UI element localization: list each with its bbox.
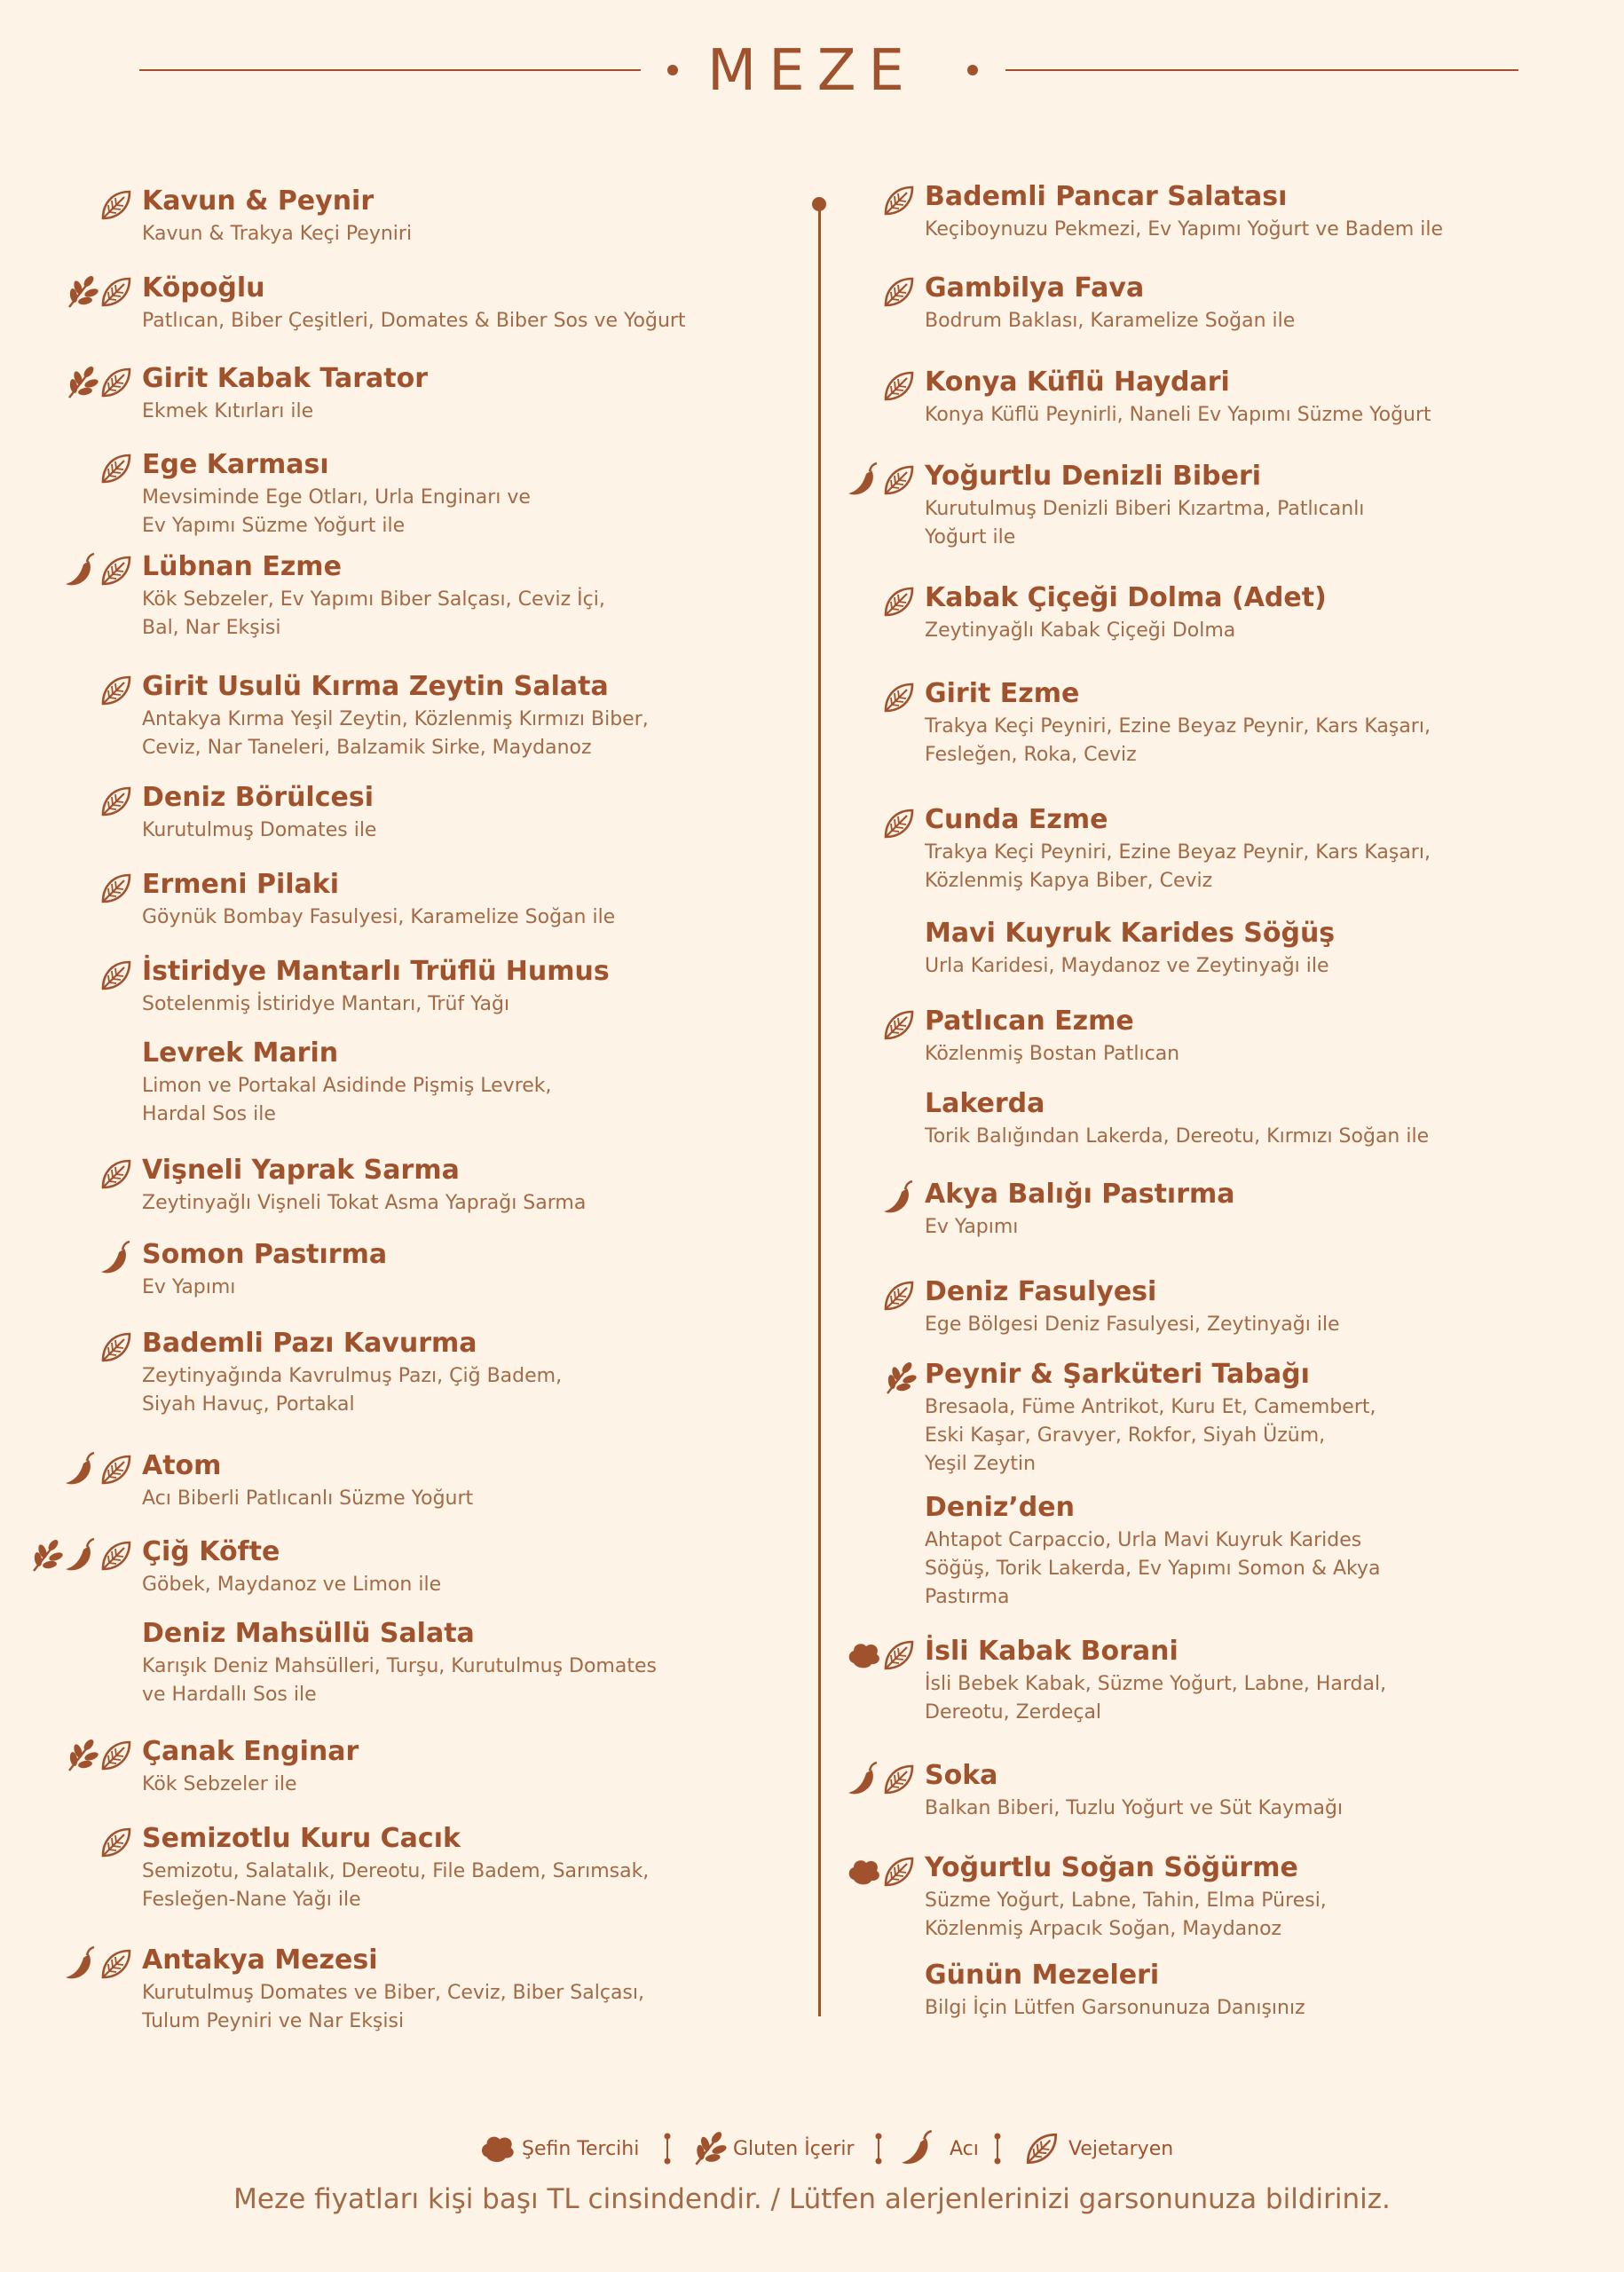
menu-item-name: Günün Mezeleri [925, 1960, 1160, 1991]
menu-item-name: Girit Usulü Kırma Zeytin Salata [142, 671, 609, 702]
menu-item [925, 917, 1599, 981]
menu-item-name: Patlıcan Ezme [925, 1006, 1134, 1037]
menu-item [925, 460, 1599, 552]
menu-item [925, 581, 1599, 645]
legend-chef-label: Şefin Tercihi [522, 2138, 640, 2160]
menu-item [925, 1851, 1599, 1944]
menu-item-description: Ev Yapımı [142, 1276, 236, 1298]
header-dot-right [967, 65, 978, 75]
gluten-icon [880, 1360, 918, 1397]
menu-item-name: Kavun & Peynir [142, 185, 374, 217]
menu-item [925, 1275, 1599, 1339]
legend-separator [664, 2133, 671, 2165]
menu-item-description: Torik Balığından Lakerda, Dereotu, Kırmızı Soğan ile [925, 1125, 1430, 1148]
item-icons [0, 1451, 142, 1490]
legend-separator [875, 2133, 882, 2165]
menu-item-name: Çiğ Köfte [142, 1536, 280, 1567]
menu-item-name: Yoğurtlu Denizli Biberi [925, 461, 1262, 492]
menu-item-name: Girit Kabak Tarator [142, 363, 429, 394]
menu-item-name: Kabak Çiçeği Dolma (Adet) [925, 582, 1327, 613]
menu-item-name: Girit Ezme [925, 678, 1080, 709]
menu-item-description: Balkan Biberi, Tuzlu Yoğurt ve Süt Kaymağı [925, 1797, 1344, 1819]
legend-vegetarian-label: Vejetaryen [1068, 2138, 1174, 2160]
menu-item [925, 272, 1599, 335]
vegetarian-icon [98, 1451, 135, 1488]
menu-item-description: Zeytinyağlı Kabak Çiçeği Dolma [925, 619, 1236, 642]
menu-item-description: Urla Karidesi, Maydanoz ve Zeytinyağı ile [925, 955, 1329, 977]
menu-item-description: Közlenmiş Bostan Patlıcan [925, 1043, 1180, 1065]
menu-item [925, 1087, 1599, 1151]
menu-item-name: Deniz Fasulyesi [925, 1276, 1157, 1307]
menu-item-name: Köpoğlu [142, 272, 265, 304]
menu-item [925, 1759, 1599, 1823]
menu-item-description: Karışık Deniz Mahsülleri, Turşu, Kurutulmuş Domates ve Hardallı Sos ile [142, 1655, 657, 1706]
menu-item-name: Mavi Kuyruk Karides Söğüş [925, 918, 1336, 949]
menu-item-name: Gambilya Fava [925, 272, 1145, 304]
menu-item-name: Semizotlu Kuru Cacık [142, 1823, 461, 1854]
menu-item-description: Mevsiminde Ege Otları, Urla Enginarı ve Ev Yapımı Süzme Yoğurt ile [142, 486, 531, 537]
item-icons [0, 1761, 925, 1800]
chili-icon [845, 1761, 882, 1798]
menu-item-description: Göynük Bombay Fasulyesi, Karamelize Soğan ile [142, 906, 616, 928]
item-icons [0, 182, 925, 221]
item-icons [0, 1537, 142, 1576]
chili-icon [62, 1537, 99, 1574]
menu-item-description: Kavun & Trakya Keçi Peyniri [142, 223, 413, 245]
item-icons [0, 1960, 925, 2000]
menu-item-name: Ege Karması [142, 449, 329, 480]
menu-item-description: Keçiboynuzu Pekmezi, Ev Yapımı Yoğurt ve Badem ile [925, 218, 1444, 241]
gluten-icon [27, 1537, 64, 1574]
menu-item-description: Kurutulmuş Domates ve Biber, Ceviz, Biber Salçası, Tulum Peyniri ve Nar Ekşisi [142, 1982, 644, 2032]
vegetarian-icon [1022, 2129, 1061, 2168]
item-icons [0, 273, 925, 312]
vegetarian-icon [98, 870, 135, 907]
menu-item-description: Trakya Keçi Peyniri, Ezine Beyaz Peynir, Kars Kaşarı, Fesleğen, Roka, Ceviz [925, 715, 1431, 766]
item-icons [0, 1853, 925, 1892]
menu-item [925, 1005, 1599, 1069]
item-icons [0, 679, 925, 718]
chili-icon [62, 1451, 99, 1488]
vegetarian-icon [880, 1761, 918, 1798]
menu-item-description: Ege Bölgesi Deniz Fasulyesi, Zeytinyağı ile [925, 1314, 1340, 1336]
menu-item-name: Deniz’den [925, 1492, 1075, 1523]
menu-item-name: Antakya Mezesi [142, 1945, 378, 1976]
menu-item-name: Bademli Pazı Kavurma [142, 1328, 477, 1359]
menu-item-description: Antakya Kırma Yeşil Zeytin, Közlenmiş Kırmızı Biber, Ceviz, Nar Taneleri, Balzamik Sirke, Maydanoz [142, 708, 649, 759]
chef-icon [845, 1637, 882, 1674]
item-icons [0, 1493, 925, 1532]
item-icons [0, 870, 142, 909]
menu-item-description: Süzme Yoğurt, Labne, Tahin, Elma Püresi, Közlenmiş Arpacık Soğan, Maydanoz [925, 1889, 1327, 1940]
menu-item-name: Deniz Börülcesi [142, 782, 374, 813]
menu-item-name: Soka [925, 1760, 998, 1791]
item-icons [0, 919, 925, 958]
menu-item-description: Acı Biberli Patlıcanlı Süzme Yoğurt [142, 1487, 474, 1510]
chef-icon [477, 2129, 516, 2168]
vegetarian-icon [880, 1277, 918, 1314]
item-icons [0, 1006, 925, 1045]
menu-item-description: Bodrum Baklası, Karamelize Soğan ile [925, 310, 1296, 332]
item-icons [0, 1179, 925, 1219]
vegetarian-icon [880, 1006, 918, 1044]
menu-header [0, 36, 1624, 106]
legend-separator [994, 2133, 1001, 2165]
chili-icon [845, 462, 882, 499]
menu-item-description: Sotelenmiş İstiridye Mantarı, Trüf Yağı [142, 993, 510, 1015]
menu-item [925, 1178, 1599, 1242]
item-icons [0, 462, 925, 501]
item-icons [0, 1089, 925, 1128]
vegetarian-icon [880, 1637, 918, 1674]
menu-item-description: Ekmek Kıtırları ile [142, 400, 314, 422]
menu-item-name: Lübnan Ezme [142, 551, 342, 582]
menu-item-description: Zeytinyağlı Vişneli Tokat Asma Yaprağı Sarma [142, 1192, 587, 1214]
menu-item [142, 1535, 816, 1599]
vegetarian-icon [880, 273, 918, 311]
item-icons [0, 957, 142, 996]
footer-note: Meze fiyatları kişi başı TL cinsindendir. / Lütfen alerjenlerinizi garsonunuza bildiriniz. [233, 2183, 1391, 2215]
vegetarian-icon [880, 367, 918, 405]
menu-item-name: Somon Pastırma [142, 1239, 388, 1270]
menu-item-name: Peynir & Şarküteri Tabağı [925, 1359, 1310, 1390]
menu-item-name: İstiridye Mantarlı Trüflü Humus [142, 956, 610, 987]
menu-item-name: Levrek Marin [142, 1037, 339, 1069]
menu-item-name: Akya Balığı Pastırma [925, 1179, 1235, 1210]
item-icons [0, 1277, 925, 1316]
menu-item-name: Bademli Pancar Salatası [925, 181, 1288, 212]
menu-item [925, 1491, 1599, 1612]
menu-item-description: Ahtapot Carpaccio, Urla Mavi Kuyruk Karides Söğüş, Torik Lakerda, Ev Yapımı Somon & Akya Pastırma [925, 1529, 1381, 1608]
item-icons [0, 367, 925, 406]
menu-item-name: Lakerda [925, 1088, 1045, 1119]
vegetarian-icon [98, 1537, 135, 1574]
menu-item-description: Konya Küflü Peynirli, Naneli Ev Yapımı Süzme Yoğurt [925, 404, 1431, 426]
menu-item-name: Deniz Mahsüllü Salata [142, 1618, 475, 1649]
chili-icon [880, 1179, 918, 1217]
legend-gluten-label: Gluten İçerir [733, 2138, 855, 2160]
gluten-icon [689, 2129, 728, 2168]
menu-item-description: Bresaola, Füme Antrikot, Kuru Et, Camembert, Eski Kaşar, Gravyer, Rokfor, Siyah Üzüm, Yeşil Zeytin [925, 1396, 1376, 1475]
menu-item-description: Semizotu, Salatalık, Dereotu, File Badem, Sarımsak, Fesleğen-Nane Yağı ile [142, 1860, 650, 1911]
vegetarian-icon [880, 462, 918, 499]
icon-legend [0, 2126, 1624, 2175]
vegetarian-icon [880, 805, 918, 842]
menu-item-description: Zeytinyağında Kavrulmuş Pazı, Çiğ Badem, Siyah Havuç, Portakal [142, 1365, 563, 1416]
menu-item [925, 677, 1599, 769]
menu-title: MEZE [707, 38, 917, 104]
menu-item-name: Yoğurtlu Soğan Söğürme [925, 1852, 1298, 1883]
menu-item-description: Kurutulmuş Domates ile [142, 819, 377, 841]
menu-item-name: Atom [142, 1450, 222, 1481]
vegetarian-icon [880, 1853, 918, 1890]
menu-item [925, 803, 1599, 895]
menu-item [925, 366, 1599, 430]
vegetarian-icon [880, 679, 918, 716]
chili-icon [98, 1240, 135, 1277]
item-icons [0, 1637, 925, 1676]
menu-item-name: Cunda Ezme [925, 804, 1108, 835]
menu-item-name: İsli Kabak Borani [925, 1636, 1179, 1667]
menu-item [925, 1635, 1599, 1727]
chili-icon [898, 2129, 937, 2168]
menu-item-description: Göbek, Maydanoz ve Limon ile [142, 1574, 442, 1596]
menu-item [925, 180, 1599, 244]
menu-item-description: Kök Sebzeler ile [142, 1773, 297, 1795]
menu-item-name: Konya Küflü Haydari [925, 367, 1230, 398]
menu-item-name: Çanak Enginar [142, 1736, 359, 1767]
header-line-right [1005, 69, 1518, 71]
item-icons [0, 1360, 925, 1399]
menu-item [925, 1959, 1599, 2023]
vegetarian-icon [880, 583, 918, 620]
menu-item [925, 1358, 1599, 1479]
menu-item-description: Trakya Keçi Peyniri, Ezine Beyaz Peynir, Kars Kaşarı, Közlenmiş Kapya Biber, Ceviz [925, 841, 1431, 892]
item-icons [0, 805, 925, 844]
menu-item-description: Bilgi İçin Lütfen Garsonunuza Danışınız [925, 1997, 1305, 2019]
menu-item-name: Ermeni Pilaki [142, 869, 340, 900]
chef-icon [845, 1853, 882, 1890]
menu-item-description: Ev Yapımı [925, 1216, 1019, 1238]
menu-item-name: Vişneli Yaprak Sarma [142, 1155, 460, 1186]
vegetarian-icon [98, 957, 135, 994]
menu-item-description: Limon ve Portakal Asidinde Pişmiş Levrek, Hardal Sos ile [142, 1075, 552, 1125]
menu-item-description: İsli Bebek Kabak, Süzme Yoğurt, Labne, Hardal, Dereotu, Zerdeçal [925, 1673, 1387, 1724]
vegetarian-icon [880, 182, 918, 219]
menu-item-description: Kurutulmuş Denizli Biberi Kızartma, Patlıcanlı Yoğurt ile [925, 498, 1365, 548]
item-icons [0, 583, 925, 622]
item-icons [0, 1240, 142, 1279]
menu-item-description: Kök Sebzeler, Ev Yapımı Biber Salçası, Ceviz İçi, Bal, Nar Ekşisi [142, 588, 605, 639]
menu-item-description: Patlıcan, Biber Çeşitleri, Domates & Biber Sos ve Yoğurt [142, 310, 686, 332]
legend-chili-label: Acı [950, 2138, 979, 2160]
